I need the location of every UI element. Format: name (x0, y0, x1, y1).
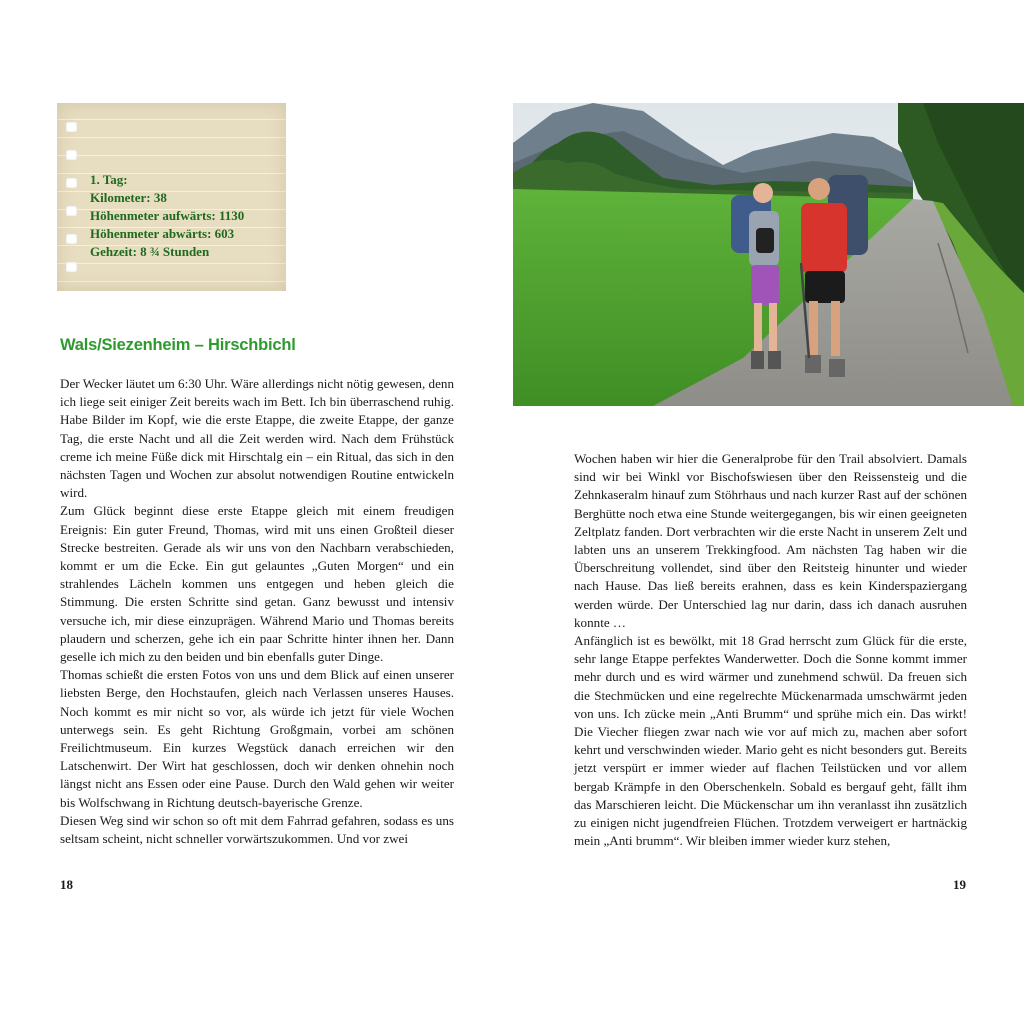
paragraph: Thomas schießt die ersten Fotos von uns und dem Blick auf einen unserer liebsten Berge, den Hochstaufen, gleich nach Verlassen unseres Hauses. Noch kommt es mir nicht so vor, als würde ich jetzt für viele Wochen unterwegs sein. Es geht Richtung Großgmain, vorbei am schönen Freilichtmuseum. Ein kurzes Wegstück danach erreichen wir den Latschenwirt. Der Wirt hat geschlossen, doch wir denken ohnehin noch längst nicht ans Essen oder eine Pause. Durch den Wald gehen wir weiter bis Wolfschwang in Richtung deutsch-bayerische Grenze. (60, 667, 454, 810)
stage-info-lines (90, 171, 244, 261)
stage-descent: Höhenmeter abwärts: 603 (90, 226, 235, 241)
stage-distance: Kilometer: 38 (90, 190, 167, 205)
body-text-right (574, 450, 967, 850)
stage-ascent: Höhenmeter aufwärts: 1130 (90, 208, 245, 223)
stage-walking-time: Gehzeit: 8 ¾ Stunden (90, 244, 210, 259)
paragraph: Diesen Weg sind wir schon so oft mit dem Fahrrad gefahren, sodass es uns seltsam scheint, nicht schneller vorwärtszukommen. Und vor zwei (60, 812, 454, 847)
body-text-left (60, 375, 454, 848)
stage-day: 1. Tag: (90, 172, 128, 187)
binder-hole (66, 178, 77, 188)
paragraph: Wochen haben wir hier die Generalprobe für den Trail absolviert. Damals sind wir bei Winkl vor Bischofswiesen über den Reissensteig und die Zehnkaseralm hinauf zum Stöhrhaus und nach kurzer Rast auf der schönen Berghütte noch etwa eine Stunde weitergegangen, bis wir einen geeigneten Zeltplatz fanden. Dort verbrachten wir die erste Nacht in unserem Zelt und labten uns an unserem Trekkingfood. Am nächsten Tag haben wir die Überschreitung vollendet, sind über den Reitsteig hinunter und wieder nach Hause. Das ließ bereits erahnen, dass es kein Kinderspaziergang werden würde. Der Unterschied lag nur darin, dass ich danach ausruhen konnte … (574, 451, 967, 630)
page-number-right: 19 (953, 877, 966, 892)
paragraph: Zum Glück beginnt diese erste Etappe gleich mit einem freudigen Ereignis: Ein guter Freund, Thomas, wird mit uns einen Großteil dieser Strecke bestreiten. Gerade als wir uns von den Nachbarn verabschieden, kommt er um die Ecke. Ein gut gelauntes „Guten Morgen“ und ein strahlendes Lächeln kommen uns entgegen und heben gleich die Stimmung. Die ersten Schritte sind getan. Ganz bewusst und intensiv versuche ich, mir diese einzuprägen. Während Mario und Thomas bereits plaudern und scherzen, gehe ich ein paar Schritte hinter ihnen her. Dann geselle ich mich zu den beiden und bin ebenfalls guter Dinge. (60, 503, 454, 665)
section-title: Wals/Siezenheim – Hirschbichl (60, 336, 296, 354)
stage-info-card (57, 103, 286, 291)
photo-hikers-on-trail (513, 103, 1024, 406)
binder-hole (66, 206, 77, 216)
binder-hole (66, 262, 77, 272)
paragraph: Anfänglich ist es bewölkt, mit 18 Grad herrscht zum Glück für die erste, sehr lange Etappe perfektes Wanderwetter. Doch die Sonne kommt immer mehr durch und es wird wärmer und zunehmend schwül. Da freuen sich die Stechmücken und eine regelrechte Mückenarmada umschwärmt jeden von uns. Ich zücke mein „Anti Brumm“ und sprühe mich ein. Das wirkt! Die Viecher fliegen zwar nach wie vor auf mich zu, machen aber sofort kehrt und verschwinden wieder. Mario geht es nicht besonders gut. Bereits jetzt verspürt er immer wieder auf flachen Teilstücken und vor allem bergab Krämpfe in den Oberschenkeln. Sobald es bergauf geht, fällt ihm das Marschieren leicht. Die Mückenschar um ihn veranlasst ihn zusätzlich zu einigen nicht jugendfreien Flüchen. Trotzdem verweigert er hartnäckig mein „Anti brumm“. Wir bleiben immer wieder kurz stehen, (574, 633, 967, 849)
right-page (512, 0, 1024, 1024)
binder-hole (66, 122, 77, 132)
binder-hole (66, 150, 77, 160)
paragraph: Der Wecker läutet um 6:30 Uhr. Wäre allerdings nicht nötig gewesen, denn ich liege seit einiger Zeit bereits wach im Bett. Ich bin überraschend ruhig. Habe Bilder im Kopf, wie die erste Etappe, die zweite Etappe, der ganze Tag, die erste Nacht und all die Zeit werden wird. Nach dem Frühstück creme ich meine Füße dick mit Hirschtalg ein – ein Ritual, das sich in den nächsten Tagen und Wochen zur absolut notwendigen Routine entwickeln wird. (60, 376, 454, 501)
page-number-left: 18 (60, 877, 73, 892)
binder-hole (66, 234, 77, 244)
